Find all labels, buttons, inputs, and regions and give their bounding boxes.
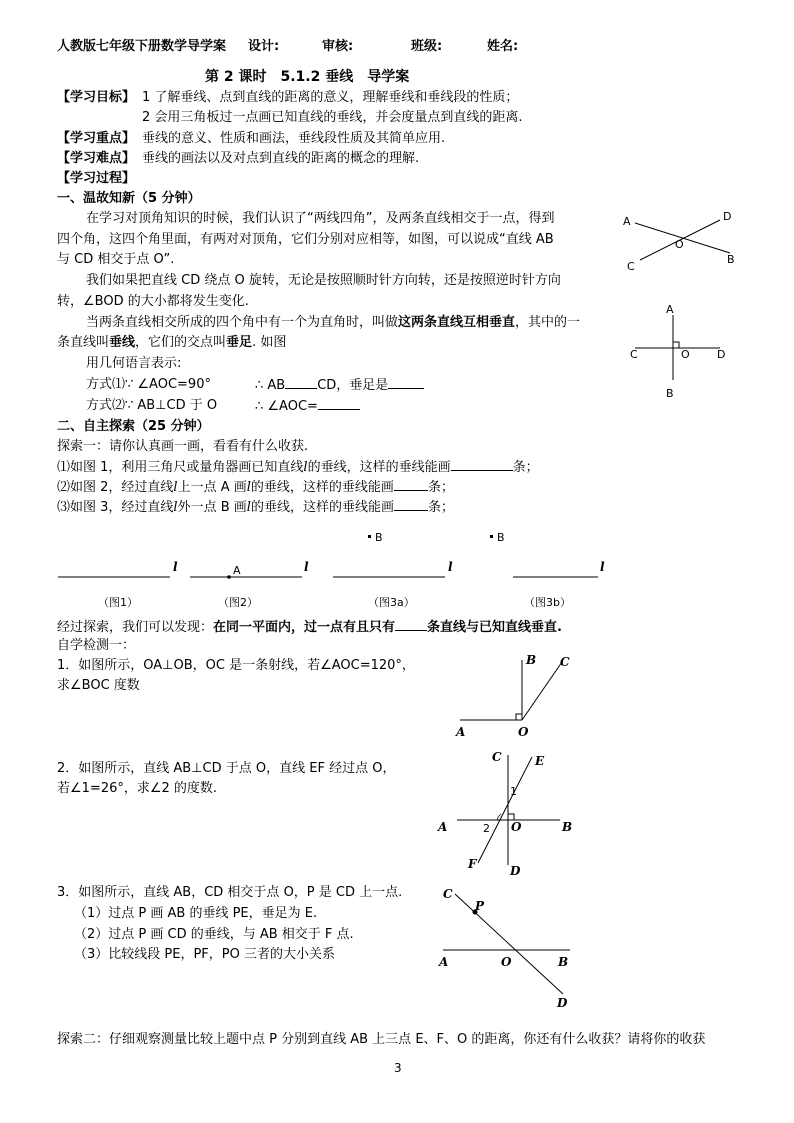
label-d: D	[557, 996, 568, 1010]
figure-perpendicular-lines	[625, 300, 735, 405]
header-name: 姓名:	[487, 39, 519, 54]
label-a: A	[623, 215, 631, 228]
s1-p1-line3: 与 CD 相交于点 O”.	[57, 252, 175, 267]
fig2-point-a	[227, 575, 231, 579]
explore2: 探索二：仔细观察测量比较上题中点 P 分别到直线 AB 上三点 E、F、O 的距离，你还有什么收获？请将你的收获	[57, 1032, 706, 1047]
label-b: B	[727, 253, 735, 266]
fig2-caption: （图2）	[218, 596, 258, 609]
label-a: A	[666, 303, 674, 316]
problem1-line2: 求∠BOC 度数	[57, 678, 140, 693]
label-a: A	[439, 955, 449, 969]
s1-p1-line2: 四个角，这四个角里面，有两对对顶角，它们分别对应相等，如图，可以说成“直线 AB	[57, 232, 554, 247]
header-review: 审核:	[322, 39, 354, 54]
fig3b-label-l: l	[600, 560, 605, 574]
s1-p2-line2: 转，∠BOD 的大小都将发生变化.	[57, 294, 249, 309]
s1-p1-line1: 在学习对顶角知识的时候，我们认识了“两线四角”，及两条直线相交于一点，得到	[86, 211, 555, 226]
problem2-figure	[435, 745, 580, 880]
header-class: 班级:	[411, 39, 443, 54]
label-o: O	[675, 238, 684, 251]
s1-way2-conclusion: ∴ ∠AOC=	[255, 397, 360, 416]
fig3b-label-b: B	[497, 531, 505, 544]
s1-p3-line2: 条直线叫垂线，它们的交点叫垂足. 如图	[57, 335, 287, 350]
question-3: ⑶如图 3，经过直线l外一点 B 画l的垂线，这样的垂线能画 条；	[57, 500, 454, 515]
label-o: O	[518, 725, 529, 739]
difficulties-label: 【学习难点】	[57, 151, 136, 166]
problem3-line1: 3．如图所示，直线 AB，CD 相交于点 O，P 是 CD 上一点.	[57, 885, 403, 900]
label-o: O	[511, 820, 522, 834]
fig1-label-l: l	[173, 560, 178, 574]
line-cd	[455, 894, 563, 994]
problem1-line1: 1．如图所示，OA⊥OB，OC 是一条射线，若∠AOC=120°，	[57, 658, 415, 673]
problem3-item1: （1）过点 P 画 AB 的垂线 PE，垂足为 E.	[74, 906, 318, 921]
fig2-label-a: A	[233, 564, 241, 577]
label-c: C	[560, 655, 570, 669]
s1-way1-conclusion: ∴ AB CD，垂足是	[255, 376, 424, 395]
page-title: 第 2 课时 5.1.2 垂线 导学案	[205, 69, 410, 85]
line-ef	[478, 757, 532, 863]
keypoints-text: 垂线的意义、性质和画法，垂线段性质及其简单应用.	[142, 131, 446, 146]
label-c: C	[630, 348, 638, 361]
objectives-line1: 1 了解垂线、点到直线的距离的意义，理解垂线和垂线段的性质；	[142, 90, 519, 105]
label-d: D	[510, 864, 521, 878]
label-e: E	[535, 754, 545, 768]
label-a: A	[456, 725, 466, 739]
section1-heading: 一、温故知新（5 分钟）	[57, 191, 201, 206]
label-d: D	[717, 348, 726, 361]
label-a: A	[438, 820, 448, 834]
label-b: B	[526, 653, 537, 667]
label-b: B	[666, 387, 674, 400]
fig3a-caption: （图3a）	[368, 596, 415, 609]
ray-oc	[522, 662, 562, 720]
problem1-figure	[450, 650, 585, 745]
page-number: 3	[394, 1061, 402, 1075]
fig1-caption: （图1）	[98, 596, 138, 609]
fig3a-label-l: l	[448, 560, 453, 574]
problem3-item3: （3）比较线段 PE，PF，PO 三者的大小关系	[74, 947, 335, 962]
label-c: C	[492, 750, 502, 764]
s1-way2: 方式⑵∵ AB⊥CD 于 O	[86, 398, 218, 413]
objectives-line2: 2 会用三角板过一点画已知直线的垂线，并会度量点到直线的距离.	[142, 110, 523, 125]
fig3b-caption: （图3b）	[524, 596, 571, 609]
figures-row	[50, 528, 750, 618]
label-o: O	[681, 348, 690, 361]
question-1: ⑴如图 1，利用三角尺或量角器画已知直线l的垂线，这样的垂线能画 条；	[57, 460, 539, 475]
label-o: O	[501, 955, 512, 969]
fig3a-point-b	[368, 535, 371, 538]
s1-p2-line1: 我们如果把直线 CD 绕点 O 旋转，无论是按照顺时针方向转，还是按照逆时针方向	[86, 273, 561, 288]
s1-lang: 用几何语言表示:	[86, 356, 182, 371]
right-angle-mark	[673, 342, 679, 348]
label-c: C	[443, 887, 453, 901]
fig2-label-l: l	[304, 560, 309, 574]
fig3b-point-b	[490, 535, 493, 538]
header-edition: 人教版七年级下册数学导学案	[57, 39, 227, 54]
label-angle-2: 2	[483, 822, 490, 835]
objectives-label: 【学习目标】	[57, 90, 136, 105]
difficulties-text: 垂线的画法以及对点到直线的距离的概念的理解.	[142, 151, 420, 166]
label-p: P	[475, 899, 485, 913]
label-b: B	[558, 955, 569, 969]
label-angle-1: 1	[510, 785, 517, 798]
label-d: D	[723, 210, 732, 223]
problem3-figure	[435, 882, 585, 1010]
s1-way1: 方式⑴∵ ∠AOC=90°	[86, 377, 211, 392]
keypoints-label: 【学习重点】	[57, 131, 136, 146]
explore1: 探索一：请你认真画一画，看看有什么收获.	[57, 439, 309, 454]
label-b: B	[562, 820, 573, 834]
header-design: 设计:	[248, 39, 280, 54]
right-angle-mark	[516, 714, 522, 720]
s1-p3-line1: 当两条直线相交所成的四个角中有一个为直角时，叫做这两条直线互相垂直，其中的一	[86, 315, 581, 330]
problem3-item2: （2）过点 P 画 CD 的垂线，与 AB 相交于 F 点.	[74, 927, 354, 942]
label-f: F	[468, 857, 477, 871]
fig3a-label-b: B	[375, 531, 383, 544]
conclusion: 经过探索，我们可以发现：在同一平面内，过一点有且只有 条直线与已知直线垂直.	[57, 620, 562, 635]
question-2: ⑵如图 2，经过直线l上一点 A 画l的垂线，这样的垂线能画 条；	[57, 480, 454, 495]
problem2-line1: 2．如图所示，直线 AB⊥CD 于点 O，直线 EF 经过点 O，	[57, 761, 396, 776]
process-label: 【学习过程】	[57, 171, 136, 186]
label-c: C	[627, 260, 635, 273]
section2-heading: 二、自主探索（25 分钟）	[57, 419, 210, 434]
figure-intersecting-lines	[615, 205, 745, 275]
problem2-line2: 若∠1=26°，求∠2 的度数.	[57, 781, 218, 796]
selfcheck-heading: 自学检测一：	[57, 638, 136, 653]
